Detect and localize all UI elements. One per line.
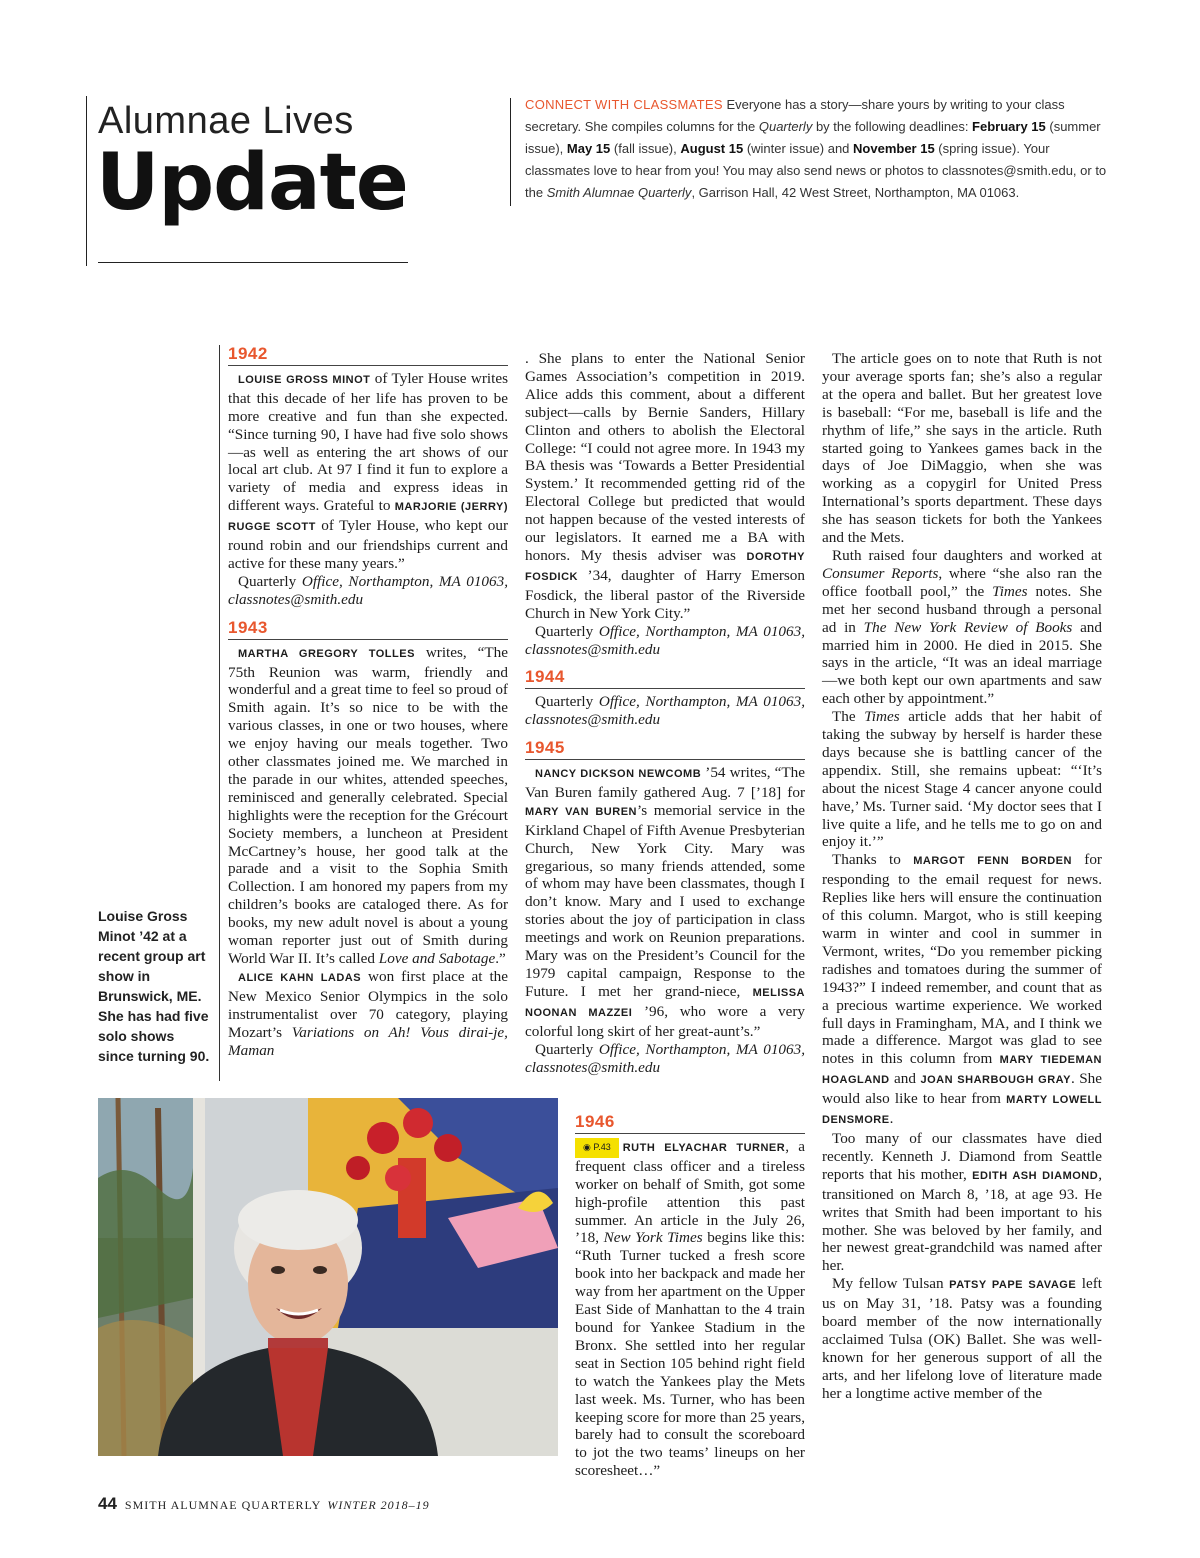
contact-text: Office, Northampton, MA 01063, classnotes@smith.edu [228, 572, 508, 608]
column-1 [228, 345, 508, 1059]
note-paragraph [822, 1275, 1102, 1402]
alumna-name: MARTY LOWELL DENSMORE [822, 1094, 1102, 1127]
note-text: of Tyler House, who kept our round robin and our friendships current and active for these many years.” [228, 517, 508, 572]
note-text: won first place at the New Mexico Senior Olympics in the solo instrumentalist over 70 category, playing Mozart’s [228, 967, 509, 1041]
deadline: August 15 [680, 141, 744, 156]
note-text: , a frequent class officer and a tireless worker on behalf of Smith, got some high-profile attention this past summer. An article in the July 26, ’18, [575, 1137, 805, 1247]
deadline: May 15 [566, 141, 611, 156]
alumna-name: ALICE KAHN LADAS [238, 971, 362, 984]
photo-page-badge [575, 1138, 619, 1158]
book-title: Love and Sabotage [378, 950, 496, 967]
connect-text: Everyone has a story—share yours by writing to your class secretary. She compiles columns for the [525, 97, 1065, 134]
note-paragraph [228, 968, 508, 1060]
contact-text: Quarterly [535, 1040, 594, 1058]
note-text: notes. She met her second husband through a personal ad in [822, 582, 1102, 636]
alumna-name: LOUISE GROSS MINOT [238, 373, 371, 386]
alumna-name: RUTH ELYACHAR TURNER [622, 1141, 786, 1154]
connect-text: (fall issue), [610, 141, 681, 156]
connect-text: , Garrison Hall, 42 West Street, Northampton, MA 01063. [691, 185, 1020, 200]
alumna-name: NANCY DICKSON NEWCOMB [535, 768, 702, 781]
note-text: Too many of our classmates have died recently. Kenneth J. Diamond from Seattle reports that his mother, [822, 1129, 1102, 1183]
connect-text: (summer issue), [525, 119, 1101, 156]
note-text: ’34, daughter of Harry Emerson Fosdick, the liberal pastor of the Riverside Church in New York City.” [525, 566, 805, 622]
publication-title: Times [992, 582, 1028, 600]
alumna-name: MARY VAN BUREN [525, 805, 637, 818]
note-paragraph: The article goes on to note that Ruth is not your average sports fan; she’s also a regular at the opera and ballet. But her greatest love is baseball: “For me, baseball is life and the rhythm of life,” she says in the article. Ruth started going to Yankees games back in the days of Joe DiMaggio, when she was working as a copygirl for United Press International’s sports department. These days she has season tickets for both the Yankees and the Mets. [822, 350, 1102, 547]
alumna-name: MARTHA GREGORY TOLLES [238, 647, 415, 660]
note-text: for responding to the email request for news. Replies like hers will ensure the continuation of this column. Margot, who is still keeping warm in winter and cool in summer in Vermont, writes, “Do you remember picking radishes and tomatoes during the summer of 1943?” I indeed remember, and count that as a precious wartime experience. We worked full days in Framingham, MA, and I think we made a difference. Margot was glad to see notes in this column from [822, 851, 1102, 1068]
note-text: left us on May 31, ’18. Patsy was a founding board member of the now internationally acclaimed Tulsa (OK) Ballet. She was well-known for her generous support of all the arts, and her lifelong love of literature made her a longtime active member of the [822, 1275, 1102, 1402]
publication-name: SMITH ALUMNAE QUARTERLY [124, 1498, 322, 1512]
contact-text: Office, Northampton, MA 01063, classnotes@smith.edu [525, 622, 805, 658]
note-text: Thanks to [832, 851, 914, 869]
photo-caption: Louise Gross Minot ’42 at a recent group art show in Brunswick, ME. She has had five solo shows since turning 90. [98, 908, 210, 1064]
class-year-1943: 1943 [228, 619, 508, 640]
note-text: ’96, who wore a very colorful long skirt of her great-aunt’s.” [525, 1002, 805, 1040]
connect-text-italic: Smith Alumnae Quarterly [546, 185, 692, 200]
alumna-name: MELISSA NOONAN MAZZEI [525, 986, 805, 1019]
note-text: writes, “The 75th Reunion was warm, friendly and wonderful and a great time to feel so proud of Smith again. It’s so nice to be with the various classes, in one or two houses, where we enjoy having our meals together. Two other classmates joined me. We marched in the parade in our whites, attended speeches, reminisced and generally celebrated. Special highlights were the reception for the Grécourt Society members, a luncheon at President McCartney’s house, her good talk at the parade and a visit to the Sophia Smith Collection. I am honored my papers from my children’s books are cataloged there. As for books, my new adult novel is about a young woman reporter just out of Smith during World War II. It’s called [228, 643, 508, 967]
note-text: Ruth raised four daughters and worked at [832, 546, 1102, 564]
deadline: February 15 [972, 119, 1046, 134]
contact-line [525, 1041, 805, 1077]
column-2-lower [575, 1113, 805, 1480]
deadline: November 15 [853, 141, 935, 156]
alumna-name: EDITH ASH DIAMOND [972, 1169, 1099, 1182]
publication-title: Consumer Reports [822, 564, 939, 582]
contact-line [525, 623, 805, 659]
contact-text: Office, Northampton, MA 01063, classnotes@smith.edu [525, 693, 805, 729]
alumna-name: MARY TIEDEMAN HOAGLAND [822, 1054, 1102, 1087]
note-text: and married him in 2000. He died in 2015. She says in the article, “It was an ideal marriage—we both kept our own apartments and saw each other by appointment.” [822, 618, 1102, 708]
column-rule [219, 345, 220, 1081]
note-text: , transitioned on March 8, ’18, at age 93. He writes that Smith had been important to his mother. She was beloved by her family, and her newest great-grandchild was named after her. [822, 1165, 1102, 1275]
connect-text: by the following deadlines: [812, 119, 973, 134]
note-text: . She plans to enter the National Senior Games Association’s competition in 2019. Alice adds this comment, about a different subject—calls by Bernie Sanders, Hillary Clinton and others to abolish the Electoral College: “I could not agree more. In 1943 my BA thesis was ‘Towards a Better Presidential System.’ It recommended getting rid of the Electoral College but predicted that would not happen because of the vested interests of our legislators. It earned me a BA with honors. My thesis adviser was [525, 350, 805, 564]
publication-title: Times [864, 708, 900, 726]
note-text: ’s memorial service in the Kirkland Chapel of Fifth Avenue Presbyterian Church, New York City. Mary was gregarious, so many friends attended, some of whom may have been classmates, though I don’t know. Mary and I used to exchange stories about the joy of participation in class meetings and work on Reunion preparations. Mary was on the President’s Council for the 1979 capital campaign, Response to the Future. I met her grand-niece, [525, 801, 805, 1000]
contact-line [228, 573, 508, 609]
contact-text: Quarterly [535, 622, 594, 640]
note-text: article adds that her habit of taking the subway by herself is harder these days because she is battling cancer of the appendix. Still, she remains upbeat: “‘It’s about the nicest Stage 4 cancer anyone could have,’ Ms. Turner said. ‘My doctor sees that I live quite a life, and he tells me to go on and enjoy it.’” [822, 708, 1102, 851]
note-paragraph-cont [525, 350, 805, 623]
photo-illustration [98, 1098, 558, 1456]
note-paragraph [228, 644, 508, 968]
publication-title: The New York Review of Books [863, 618, 1073, 636]
note-text: , where “she also ran the office football pool,” the [822, 564, 1103, 600]
alumna-name: MARGOT FENN BORDEN [913, 855, 1072, 868]
header-rule-vertical [86, 96, 87, 266]
note-text: The [832, 708, 865, 726]
contact-text: Quarterly [238, 572, 297, 590]
connect-text: (spring issue). Your classmates love to hear from you! You may also send news or photos to classnotes@smith.edu, or to the [525, 141, 1107, 200]
note-text: .” [495, 950, 506, 967]
class-year-1944: 1944 [525, 668, 805, 689]
note-paragraph [525, 764, 805, 1041]
note-paragraph [822, 1130, 1102, 1275]
note-paragraph [575, 1138, 805, 1480]
note-text: begins like this: “Ruth Turner tucked a fresh score book into her backpack and made her way from her apartment on the Upper East Side of Manhattan to the 4 train bound for Yankee Stadium in the Bronx. She settled into her regular seat in Section 105 behind right field to watch the Yankees play the Mets last week. Ms. Turner, who has been keeping score for more than 25 years, barely had to consult the scoreboard to jot the two teams’ lineups on her scoresheet…” [575, 1229, 806, 1480]
alumna-name: PATSY PAPE SAVAGE [949, 1279, 1077, 1292]
note-paragraph [822, 851, 1102, 1130]
section-kicker: Alumnae Lives [98, 100, 354, 142]
connect-text-italic: Quarterly [758, 119, 813, 134]
connect-lead: CONNECT WITH CLASSMATES [525, 97, 723, 112]
connect-text: (winter issue) and [743, 141, 854, 156]
header-rule-horizontal [98, 262, 408, 263]
note-paragraph [822, 708, 1102, 851]
issue-label: WINTER 2018–19 [327, 1498, 430, 1512]
alumna-name: DOROTHY FOSDICK [525, 550, 805, 583]
note-text: . [889, 1110, 894, 1128]
connect-rule [510, 98, 511, 206]
alumna-name: MARJORIE (JERRY) RUGGE SCOTT [228, 501, 508, 534]
alumna-photo [98, 1098, 558, 1456]
alumna-name: JOAN SHARBOUGH GRAY [920, 1074, 1071, 1087]
connect-with-classmates [525, 94, 1115, 204]
page-footer [98, 1494, 430, 1514]
note-text: and [889, 1070, 921, 1088]
camera-icon: ◉ [583, 1141, 594, 1152]
class-year-1942: 1942 [228, 345, 508, 366]
note-paragraph [822, 547, 1102, 708]
note-text: My fellow Tulsan [832, 1275, 950, 1293]
note-text: ’54 writes, “The Van Buren family gathered Aug. 7 [’18] for [525, 764, 805, 801]
class-year-1946: 1946 [575, 1113, 805, 1134]
page-number: 44 [98, 1494, 117, 1513]
publication-title: New York Times [603, 1229, 703, 1247]
note-paragraph [228, 370, 508, 573]
contact-text: Quarterly [535, 693, 594, 711]
note-text: of Tyler House writes that this decade of her life has proven to be more creative and fun than she expected. “Since turning 90, I have had five solo shows—as well as entering the art shows of our local art club. At 97 I find it fun to explore a variety of media and express ideas in different ways. Grateful to [228, 369, 508, 515]
contact-line [525, 693, 805, 729]
badge-label: P.43 [593, 1141, 611, 1152]
column-2 [525, 350, 805, 1076]
note-text: . She would also like to hear from [822, 1070, 1103, 1108]
music-title: Variations on Ah! Vous dirai-je, Maman [228, 1023, 508, 1059]
page-title: Update [96, 138, 408, 228]
contact-text: Office, Northampton, MA 01063, classnotes@smith.edu [525, 1040, 805, 1076]
column-3 [822, 350, 1102, 1403]
class-year-1945: 1945 [525, 739, 805, 760]
